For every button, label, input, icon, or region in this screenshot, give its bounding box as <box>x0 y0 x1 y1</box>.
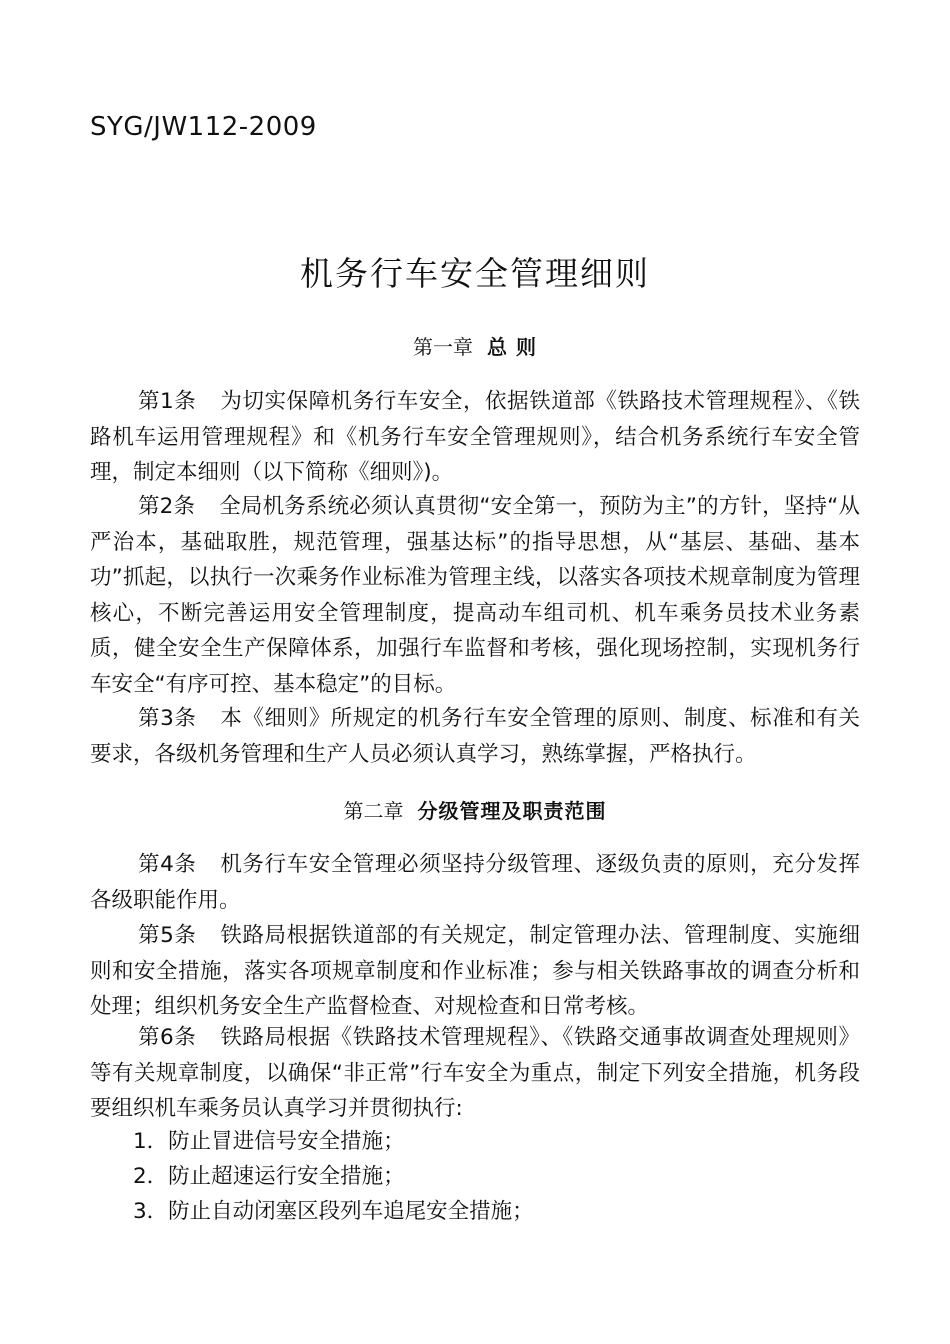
chapter-number: 第二章 <box>343 799 404 823</box>
document-title: 机务行车安全管理细则 <box>300 254 650 293</box>
article-text: 为切实保障机务行车安全，依据铁道部《铁路技术管理规程》、《铁路机车运用管理规程》和《机务行车安全管理规则》，结合机务系统行车安全管理，制定本细则（以下简称《细则》)。 <box>90 389 860 485</box>
article-5 <box>90 918 860 1025</box>
chapter-name: 分级管理及职责范围 <box>417 799 607 823</box>
article-text: 铁路局根据铁道部的有关规定，制定管理办法、管理制度、实施细则和安全措施，落实各项规章制度和作业标准；参与相关铁路事故的调查分析和处理；组织机务安全生产监督检查、对规检查和日常考核。 <box>90 923 860 1019</box>
article-number: 第1条 <box>138 389 197 414</box>
list-item: 3．防止自动闭塞区段列车追尾安全措施； <box>133 1199 534 1224</box>
article-number: 第5条 <box>138 923 197 948</box>
article-text: 机务行车安全管理必须坚持分级管理、逐级负责的原则，充分发挥各级职能作用。 <box>90 852 860 913</box>
article-text: 本《细则》所规定的机务行车安全管理的原则、制度、标准和有关要求，各级机务管理和生产人员必须认真学习，熟练掌握，严格执行。 <box>90 706 860 767</box>
article-number: 第4条 <box>138 852 197 877</box>
article-4 <box>90 847 860 918</box>
document-code: SYG/JW112-2009 <box>90 112 317 142</box>
article-number: 第3条 <box>138 706 197 731</box>
list-item: 2．防止超速运行安全措施； <box>133 1164 405 1189</box>
article-6 <box>90 1020 860 1127</box>
article-text: 全局机务系统必须认真贯彻“安全第一，预防为主”的方针，坚持“从严治本，基础取胜，规范管理，强基达标”的指导思想，从“基层、基础、基本功”抓起，以执行一次乘务作业标准为管理主线，以落实各项技术规章制度为管理核心，不断完善运用安全管理制度，提高动车组司机、机车乘务员技术业务素质，健全安全生产保障体系，加强行车监督和考核，强化现场控制，实现机务行车安全“有序可控、基本稳定”的目标。 <box>90 494 860 697</box>
article-1 <box>90 384 860 491</box>
article-number: 第6条 <box>138 1025 197 1050</box>
article-number: 第2条 <box>138 494 196 519</box>
chapter-1-heading <box>0 331 950 360</box>
article-3 <box>90 701 860 772</box>
article-2 <box>90 489 860 702</box>
chapter-2-heading <box>0 795 950 824</box>
chapter-number: 第一章 <box>413 335 474 359</box>
article-text: 铁路局根据《铁路技术管理规程》、《铁路交通事故调查处理规则》等有关规章制度，以确保“非正常”行车安全为重点，制定下列安全措施，机务段要组织机车乘务员认真学习并贯彻执行: <box>90 1025 860 1121</box>
list-item: 1．防止冒进信号安全措施； <box>133 1129 405 1154</box>
chapter-name: 总 则 <box>487 335 537 359</box>
